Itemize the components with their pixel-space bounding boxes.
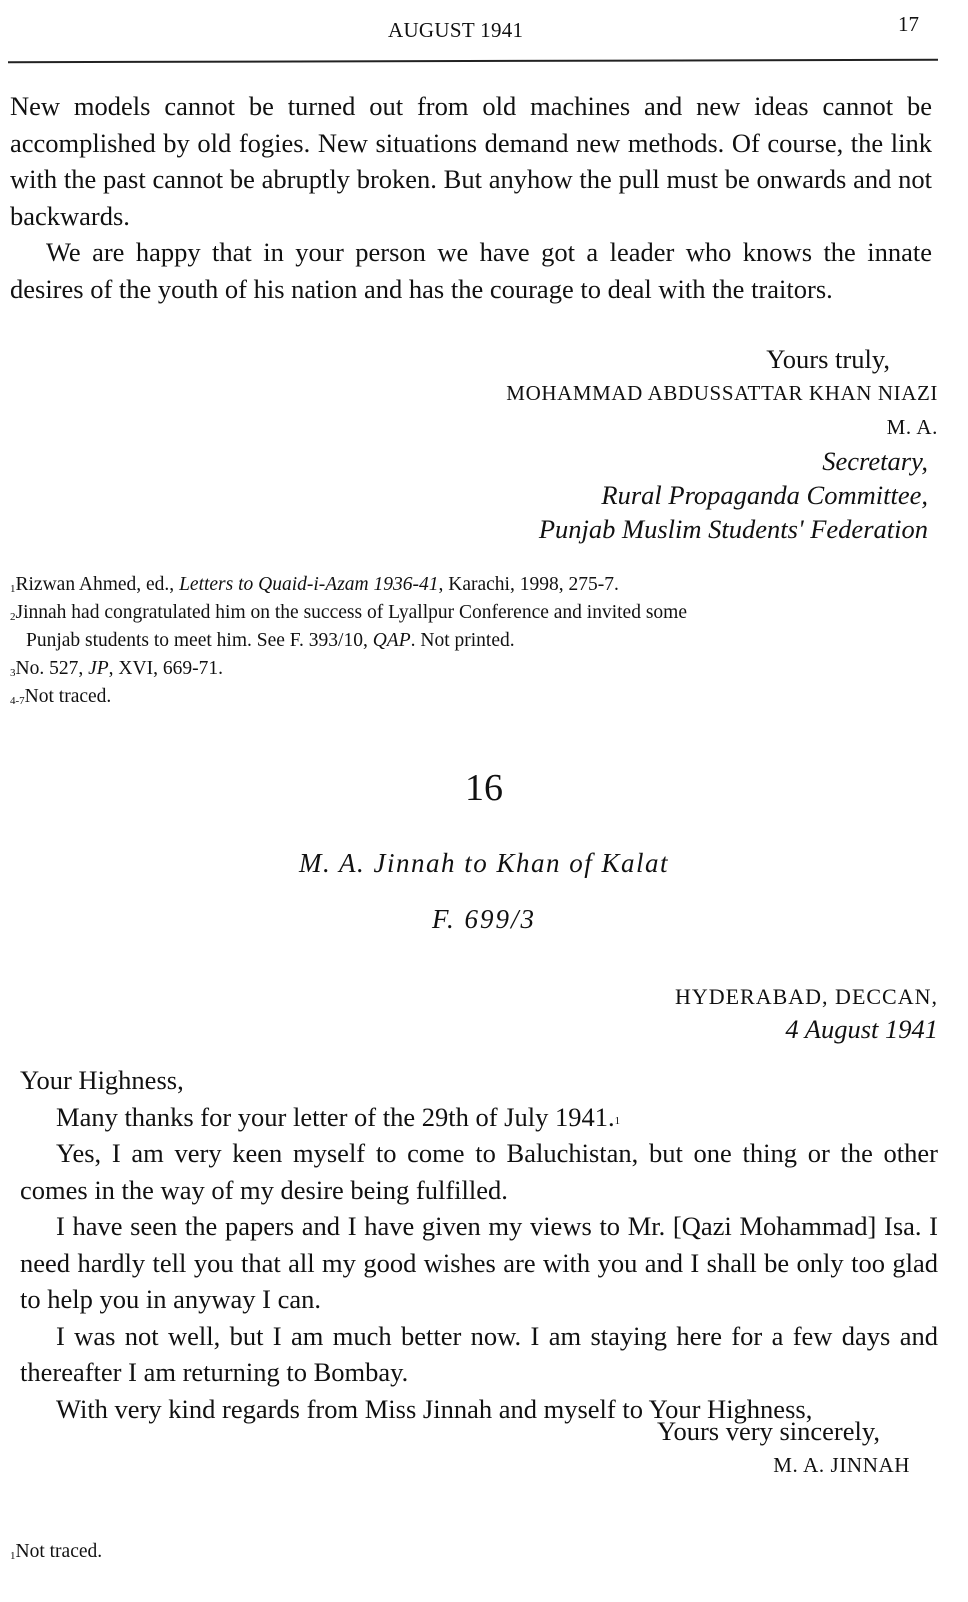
signatory-title-2: Rural Propaganda Committee,: [601, 480, 928, 510]
paragraph: Many thanks for your letter of the 29th of July 1941.$^1$: [56, 1101, 621, 1132]
paragraph: I have seen the papers and I have given my views to Mr. [Qazi Mohammad] Isa. I need hardly tell you that all my good wishes are with you and I shall be only too glad to help you in anyway I can.: [20, 1211, 938, 1314]
paragraph: New models cannot be turned out from old machines and new ideas cannot be accomplished by old fogies. New situations demand new methods. Of course, the link with the past cannot be abruptly broken. But anyhow the pull must be onwards and not backwards.: [10, 91, 932, 231]
signatory-title-1: Secretary,: [822, 446, 928, 476]
footnote-continuation: Punjab students to meet him. See F. 393/10, QAP. Not printed.: [26, 630, 515, 651]
document-reference: F. 699/3: [431, 904, 536, 934]
jinnah-signature-block: [657, 1414, 910, 1482]
paragraph: Yes, I am very keen myself to come to Baluchistan, but one thing or the other comes in the way of my desire being fulfilled.: [20, 1138, 938, 1205]
salutation: Your Highness,: [20, 1065, 184, 1095]
letter-body-continued: [10, 88, 932, 307]
letter-signature-block: [506, 342, 938, 546]
footnote: $^3$No. 527, JP, XVI, 669-71.: [10, 658, 223, 679]
footnote: $^{4-7}$Not traced.: [10, 686, 112, 707]
document-number: 16: [465, 767, 503, 809]
footnote: $^1$Rizwan Ahmed, ed., Letters to Quaid-i-Azam 1936-41, Karachi, 1998, 275-7.: [10, 574, 619, 595]
letter-place: HYDERABAD, DECCAN,: [674, 984, 938, 1009]
header-rule: [8, 59, 938, 63]
signatory-name: M. A. JINNAH: [773, 1453, 910, 1477]
letter-date: 4 August 1941: [785, 1014, 938, 1044]
signatory-degree: M. A.: [886, 415, 938, 439]
footnote: $^2$Jinnah had congratulated him on the success of Lyallpur Conference and invited some: [10, 602, 687, 623]
running-header-title: AUGUST 1941: [388, 18, 524, 42]
signatory-title-3: Punjab Muslim Students' Federation: [538, 514, 928, 544]
document-title: M. A. Jinnah to Khan of Kalat: [298, 848, 669, 878]
paragraph: With very kind regards from Miss Jinnah and myself to Your Highness,: [56, 1393, 813, 1424]
footnote: $^1$Not traced.: [10, 1541, 103, 1562]
closing: Yours very sincerely,: [656, 1416, 880, 1446]
footnotes-letter-15: [10, 571, 940, 711]
paragraph: I was not well, but I am much better now. I am staying here for a few days and thereafter I am returning to Bombay.: [20, 1320, 938, 1387]
paragraph: We are happy that in your person we have got a leader who knows the innate desires of the youth of his nation and has the courage to deal with the traitors.: [10, 237, 932, 304]
footnotes-letter-16: [10, 1538, 940, 1566]
page-number: 17: [898, 12, 919, 36]
letter-body: [20, 1062, 938, 1427]
signatory-name: MOHAMMAD ABDUSSATTAR KHAN NIAZI: [506, 381, 938, 405]
closing: Yours truly,: [766, 344, 890, 374]
